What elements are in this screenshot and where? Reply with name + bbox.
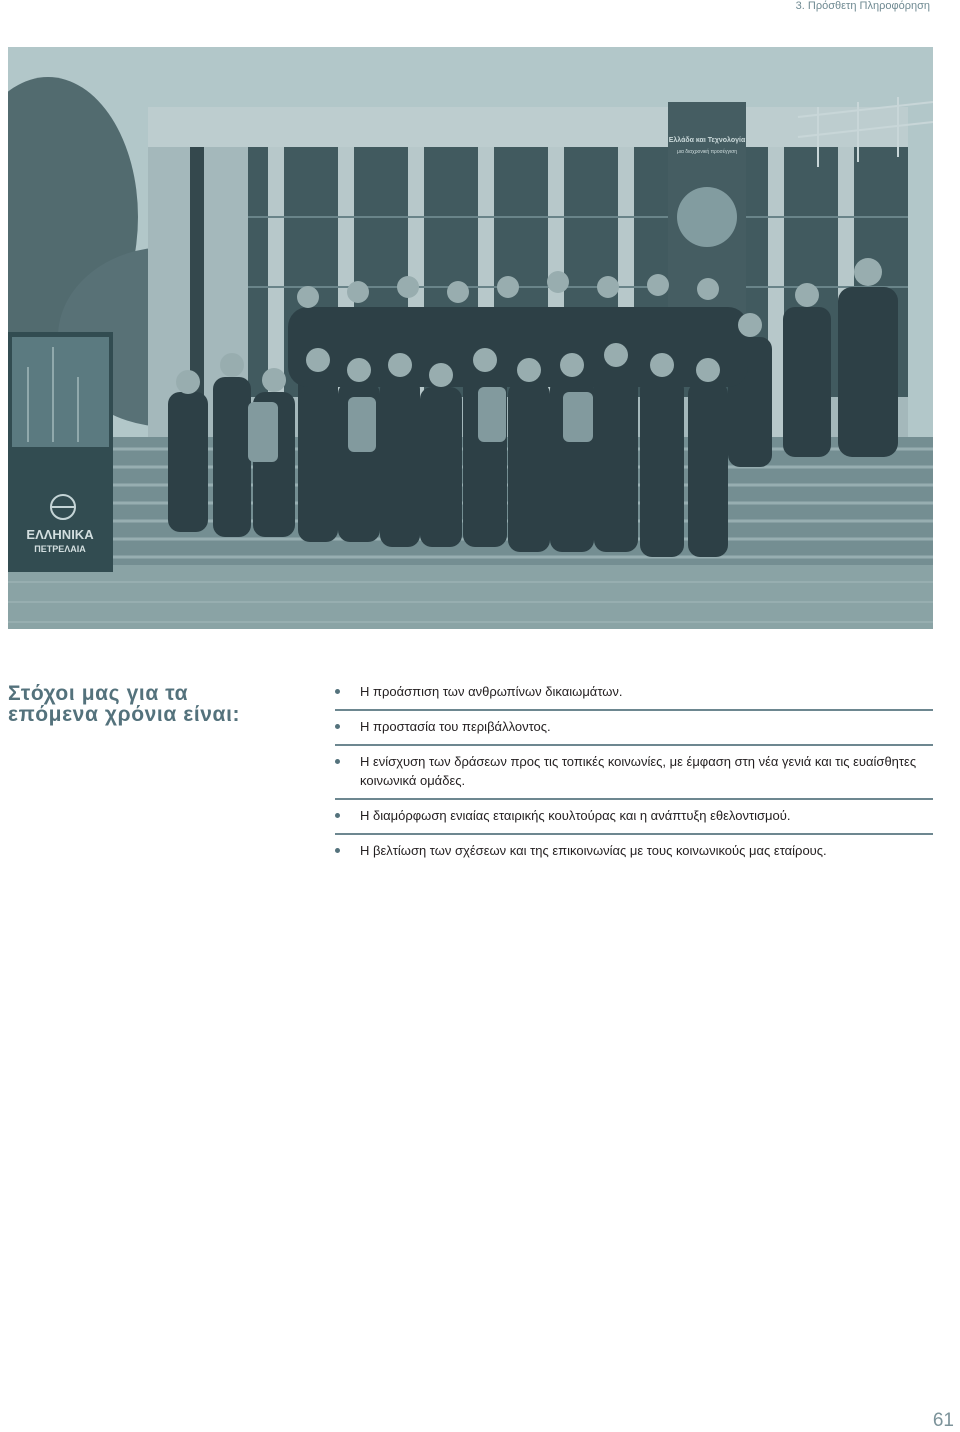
goal-text: Η προστασία του περιβάλλοντος.: [360, 719, 551, 734]
goal-item: [335, 682, 933, 711]
section-header: 3. Πρόσθετη Πληροφόρηση: [795, 0, 930, 12]
banner-subtitle: μια διαχρονική προσέγγιση: [677, 149, 737, 155]
goal-item: [335, 717, 933, 746]
goal-text: Η βελτίωση των σχέσεων και της επικοινωνίας με τους κοινωνικούς μας εταίρους.: [360, 843, 827, 858]
goal-item: [335, 806, 933, 835]
goal-item: [335, 752, 933, 800]
goal-text: Η προάσπιση των ανθρωπίνων δικαιωμάτων.: [360, 684, 623, 699]
logo-line2: ΠΕΤΡΕΛΑΙΑ: [34, 544, 86, 554]
group-photo: [8, 47, 933, 629]
bullet-icon: [335, 848, 340, 853]
goals-heading: Στόχοι μας για τα επόμενα χρόνια είναι:: [8, 682, 241, 726]
bullet-icon: [335, 813, 340, 818]
banner-title: Ελλάδα και Τεχνολογία: [668, 137, 746, 144]
goal-text: Η ενίσχυση των δράσεων προς τις τοπικές κοινωνίες, με έμφαση στη νέα γενιά και τις ευαίσθητες κοινωνικά ομάδες.: [360, 754, 917, 788]
goals-list: [335, 682, 933, 874]
goal-text: Η διαμόρφωση ενιαίας εταιρικής κουλτούρας και η ανάπτυξη εθελοντισμού.: [360, 808, 791, 823]
bullet-icon: [335, 689, 340, 694]
goal-item: [335, 841, 933, 868]
bullet-icon: [335, 759, 340, 764]
logo-line1: ΕΛΛΗΝΙΚΑ: [26, 527, 94, 542]
photo-illustration: [8, 47, 933, 629]
page-number: 61: [932, 1410, 954, 1431]
bullet-icon: [335, 724, 340, 729]
